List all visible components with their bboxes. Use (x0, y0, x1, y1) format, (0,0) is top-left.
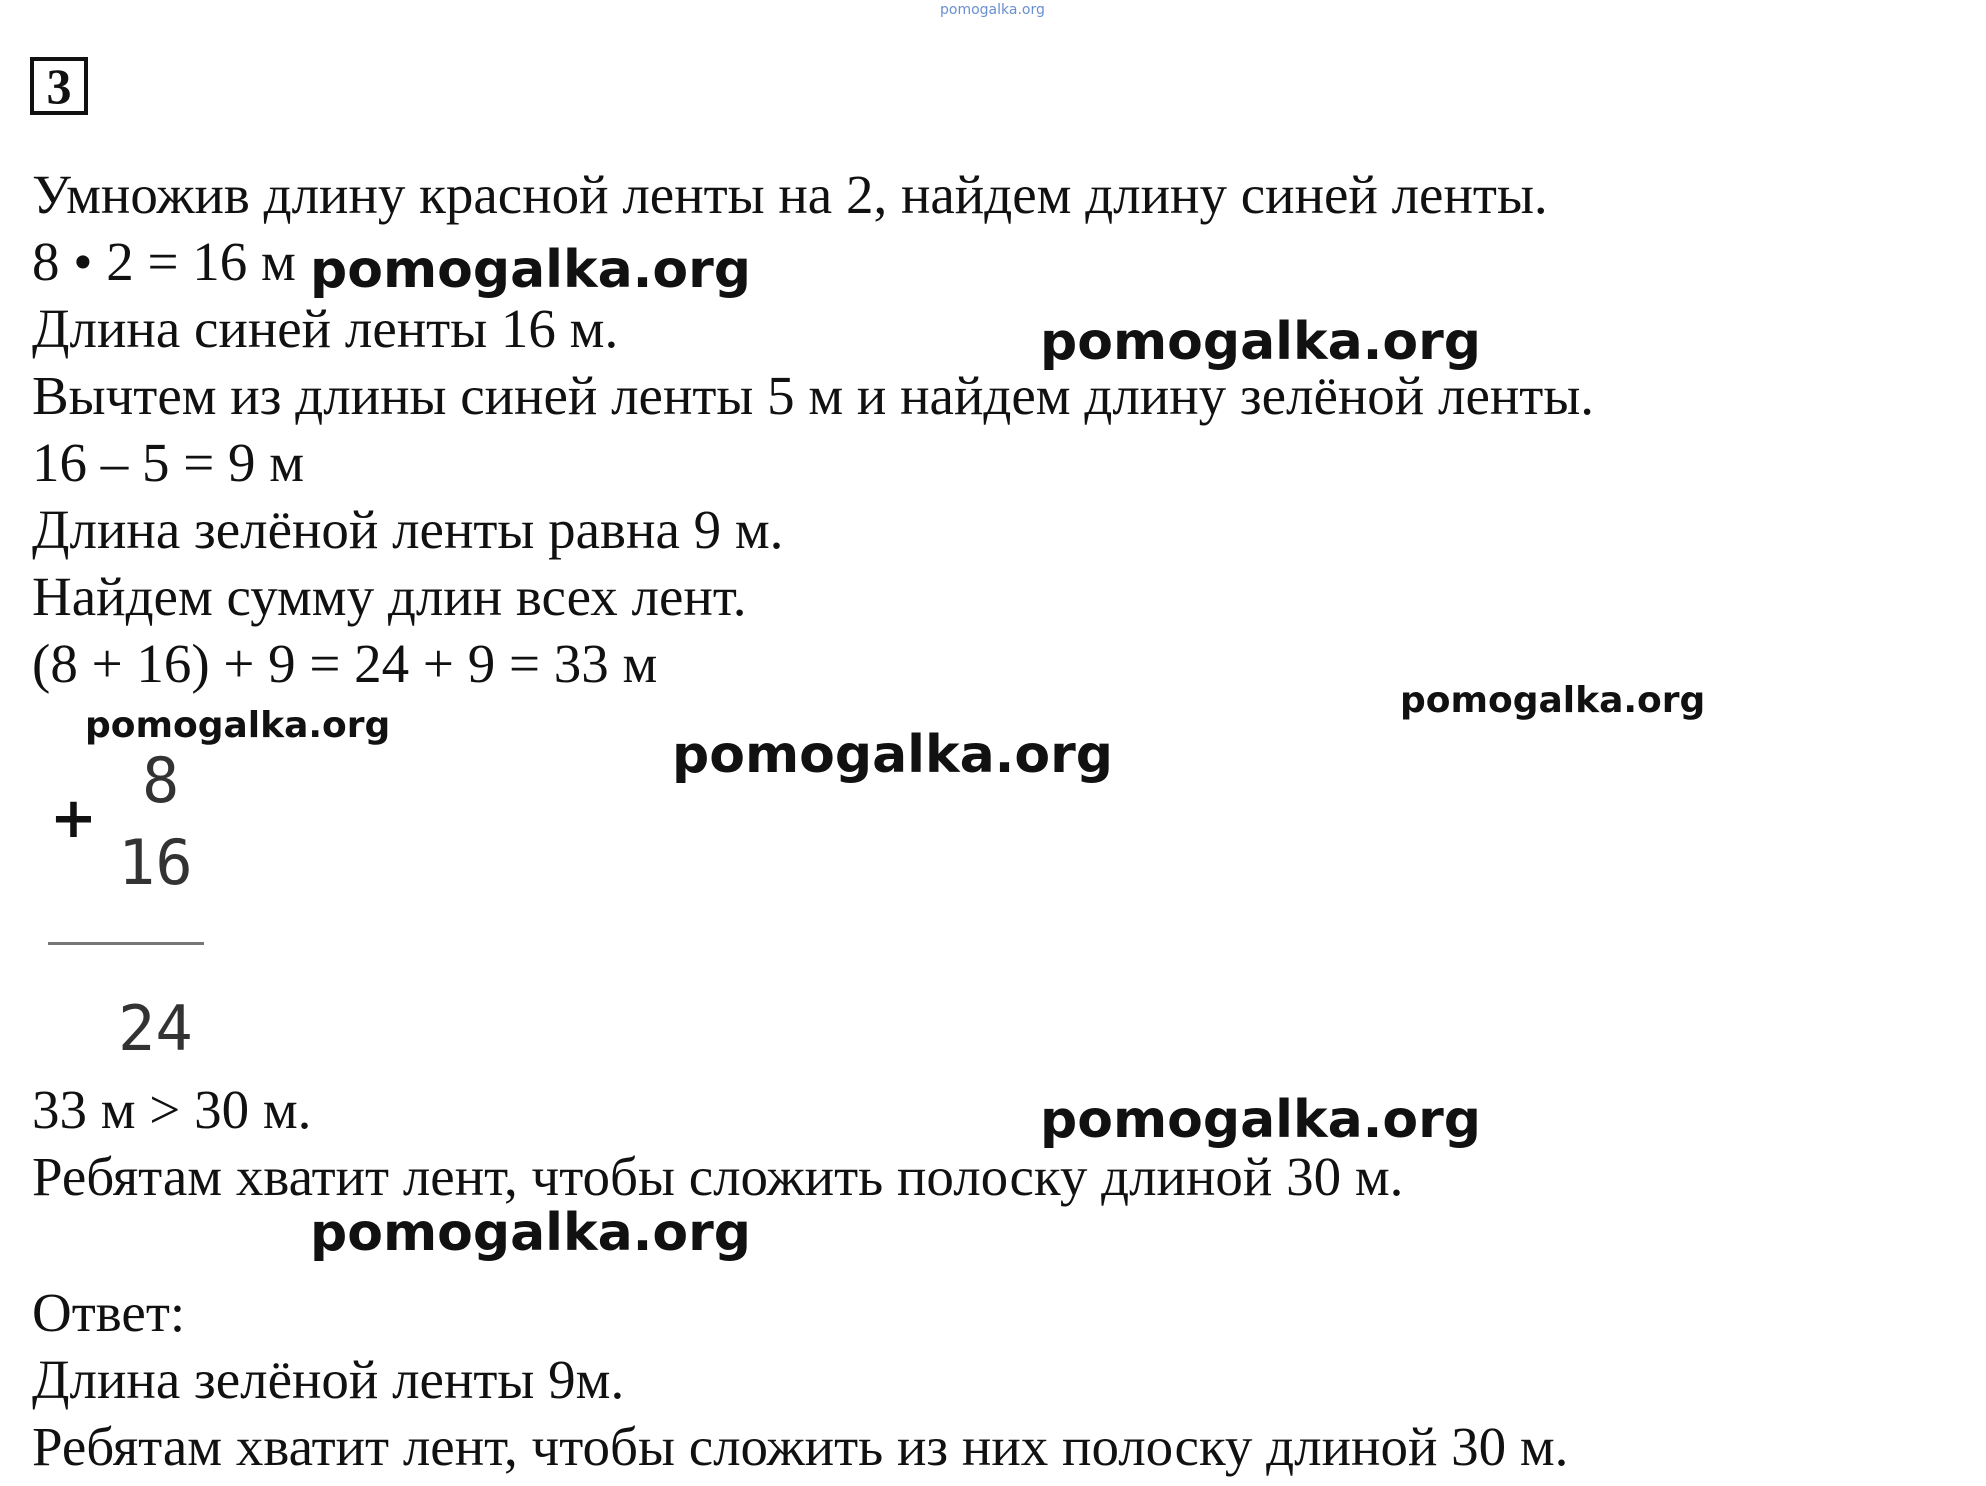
solution-line-2: 8 • 2 = 16 м (32, 231, 296, 292)
solution-line-3: Длина синей ленты 16 м. (32, 298, 619, 359)
watermark-1: pomogalka.org (310, 240, 752, 300)
column-addend-1: 8 (142, 744, 180, 817)
top-watermark: pomogalka.org (940, 2, 1045, 18)
watermark-7: pomogalka.org (310, 1203, 752, 1263)
solution-line-7: Найдем сумму длин всех лент. (32, 566, 747, 627)
answer-heading: Ответ: (32, 1282, 186, 1343)
solution-line-8: (8 + 16) + 9 = 24 + 9 = 33 м (32, 633, 658, 694)
solution-line-10: Ребятам хватит лент, чтобы сложить полоску длиной 30 м. (32, 1146, 1404, 1207)
column-addend-2: 16 (118, 826, 193, 899)
column-result: 24 (118, 992, 193, 1065)
solution-line-4: Вычтем из длины синей ленты 5 м и найдем длину зелёной ленты. (32, 365, 1595, 426)
solution-line-5: 16 – 5 = 9 м (32, 432, 305, 493)
solution-line-1: Умножив длину красной ленты на 2, найдем длину синей ленты. (32, 164, 1548, 225)
column-plus-sign: + (50, 786, 97, 851)
task-number-box: 3 (30, 57, 88, 115)
watermark-3: pomogalka.org (1400, 680, 1706, 721)
answer-line-2: Ребятам хватит лент, чтобы сложить из них полоску длиной 30 м. (32, 1416, 1569, 1477)
solution-line-9: 33 м > 30 м. (32, 1079, 312, 1140)
column-sum-rule (48, 942, 204, 945)
watermark-4: pomogalka.org (85, 705, 391, 746)
solution-line-6: Длина зелёной ленты равна 9 м. (32, 499, 784, 560)
answer-line-1: Длина зелёной ленты 9м. (32, 1349, 625, 1410)
watermark-6: pomogalka.org (1040, 1090, 1482, 1150)
watermark-5: pomogalka.org (672, 725, 1114, 785)
watermark-2: pomogalka.org (1040, 312, 1482, 372)
